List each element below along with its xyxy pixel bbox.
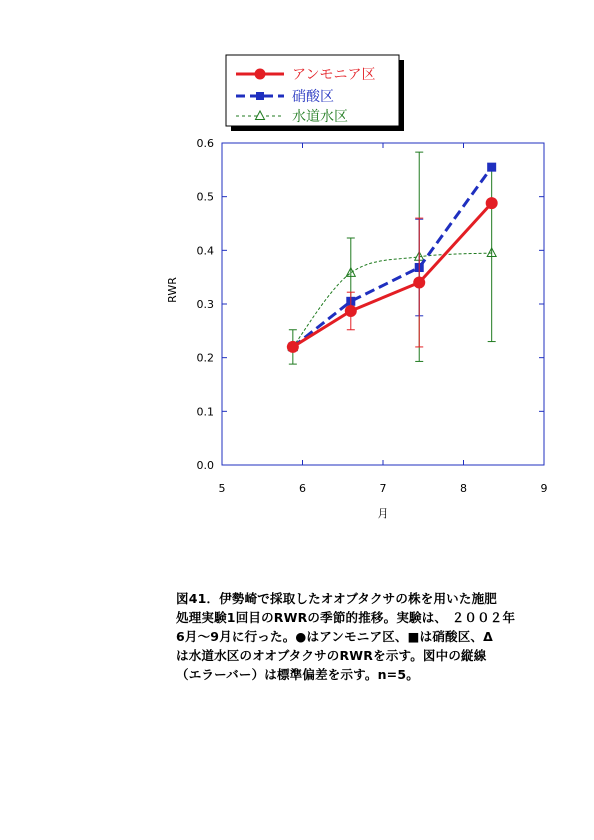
data-point [287,341,299,353]
legend-label: 水道水区 [292,109,348,125]
legend-marker [255,69,266,80]
y-tick-label: 0.5 [196,190,214,204]
data-point [413,277,425,289]
plot-border [222,143,544,465]
legend [226,55,404,131]
x-tick-label: 7 [379,482,387,495]
legend-label: 硝酸区 [292,89,334,105]
series-2 [288,163,496,352]
legend-marker [256,92,264,100]
data-point [486,197,498,209]
caption-line-5: （エラーバー）は標準偏差を示す。n=5。 [176,667,419,682]
x-tick-label: 5 [218,482,226,495]
series-line [293,253,492,347]
y-tick-label: 0.1 [196,405,214,419]
y-tick-label: 0.6 [196,137,214,150]
caption-line-2: 処理実験1回目のRWRの季節的推移。実験は、 ２００２年 [176,610,516,625]
y-tick-label: 0.3 [196,298,214,311]
data-point [487,163,496,172]
caption-line-3: 6月～9月に行った。●はアンモニア区、■は硝酸区、Δ [176,629,493,644]
x-axis-label: 月 [377,507,389,520]
legend-label: アンモニア区 [292,67,376,83]
x-tick-label: 9 [540,482,548,495]
figure-caption [176,589,576,684]
y-tick-label: 0.4 [196,244,214,258]
series-1 [287,197,498,353]
x-tick-label: 6 [299,482,306,495]
x-tick-label: 8 [460,482,467,495]
data-point [345,305,357,317]
series-3 [288,152,496,364]
series-layer [287,152,498,364]
caption-line-4: は水道水区のオオブタクサのRWRを示す。図中の縦線 [176,648,487,663]
x-axis [219,143,548,495]
y-tick-label: 0.0 [196,459,214,472]
plot-frame [222,143,544,465]
y-tick-label: 0.2 [196,351,214,365]
caption-line-1: 図41．伊勢崎で採取したオオブタクサの株を用いた施肥 [176,591,497,606]
y-axis-label: RWR [166,277,179,303]
series-line [293,167,492,347]
